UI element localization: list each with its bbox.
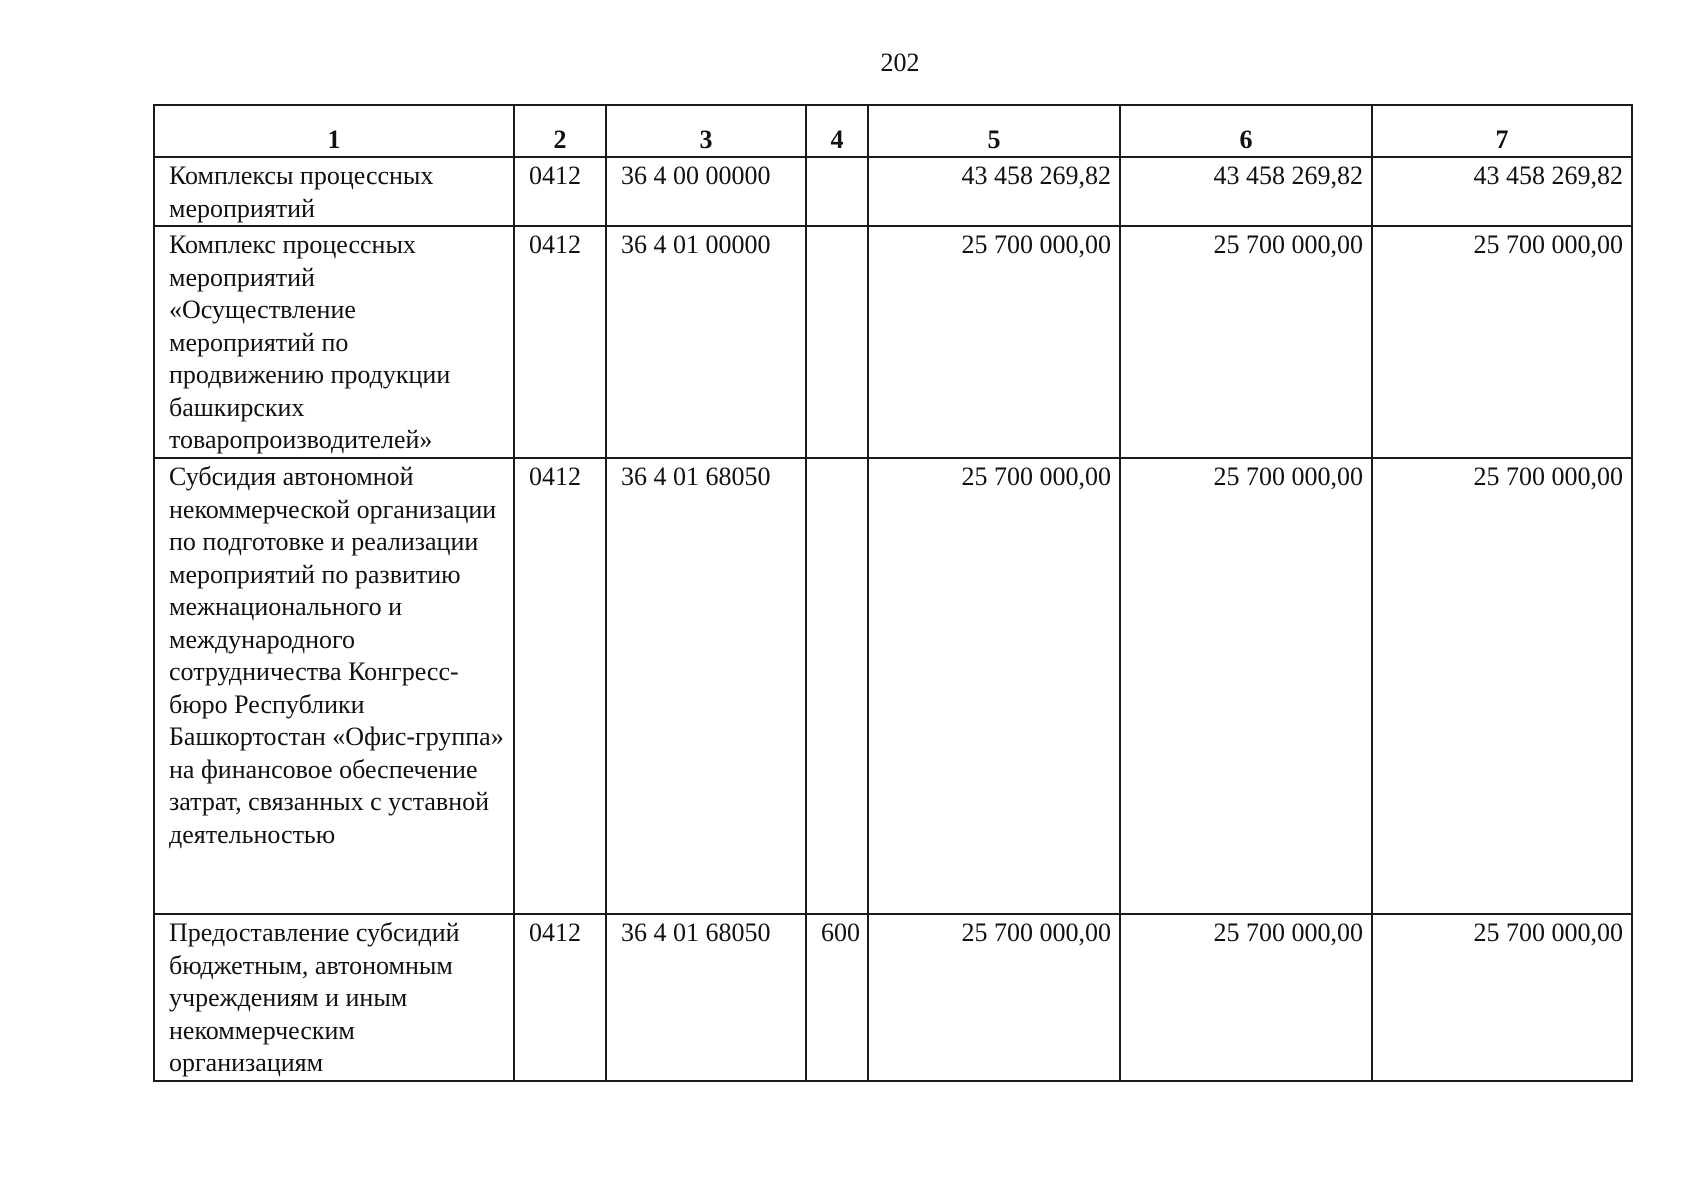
row-name: Предоставление субсидий бюджетным, автономным учреждениям и иным некоммерческим организациям	[154, 914, 514, 1081]
budget-table	[153, 104, 1633, 1082]
header-col-3: 3	[606, 105, 806, 157]
row-amount-3: 25 700 000,00	[1372, 226, 1632, 458]
row-section: 0412	[514, 458, 606, 914]
row-expense-type	[806, 458, 868, 914]
row-amount-1: 25 700 000,00	[868, 226, 1120, 458]
row-section: 0412	[514, 914, 606, 1081]
table-row	[154, 458, 1632, 914]
row-amount-1: 25 700 000,00	[868, 914, 1120, 1081]
header-col-6: 6	[1120, 105, 1372, 157]
table-row	[154, 157, 1632, 226]
header-col-5: 5	[868, 105, 1120, 157]
row-amount-2: 25 700 000,00	[1120, 226, 1372, 458]
header-row	[154, 105, 1632, 157]
row-amount-1: 43 458 269,82	[868, 157, 1120, 226]
row-target: 36 4 01 00000	[606, 226, 806, 458]
row-section: 0412	[514, 157, 606, 226]
row-expense-type	[806, 157, 868, 226]
row-amount-2: 25 700 000,00	[1120, 458, 1372, 914]
table-row	[154, 226, 1632, 458]
row-target: 36 4 01 68050	[606, 458, 806, 914]
header-col-7: 7	[1372, 105, 1632, 157]
row-section: 0412	[514, 226, 606, 458]
header-col-2: 2	[514, 105, 606, 157]
table-row	[154, 914, 1632, 1081]
row-amount-2: 25 700 000,00	[1120, 914, 1372, 1081]
row-amount-1: 25 700 000,00	[868, 458, 1120, 914]
row-name: Субсидия автономной некоммерческой организации по подготовке и реализации мероприятий по развитию межнационального и международного сотрудничества Конгресс-бюро Республики Башкортостан «Офис-группа» на финансовое обеспечение затрат, связанных с уставной деятельностью	[154, 458, 514, 914]
row-amount-2: 43 458 269,82	[1120, 157, 1372, 226]
row-amount-3: 25 700 000,00	[1372, 458, 1632, 914]
header-col-1: 1	[154, 105, 514, 157]
header-col-4: 4	[806, 105, 868, 157]
row-expense-type: 600	[806, 914, 868, 1081]
page-number: 202	[880, 48, 920, 77]
row-target: 36 4 01 68050	[606, 914, 806, 1081]
row-amount-3: 43 458 269,82	[1372, 157, 1632, 226]
row-name: Комплексы процессных мероприятий	[154, 157, 514, 226]
row-amount-3: 25 700 000,00	[1372, 914, 1632, 1081]
row-expense-type	[806, 226, 868, 458]
row-name: Комплекс процессных мероприятий «Осуществление мероприятий по продвижению продукции башкирских товаропроизводителей»	[154, 226, 514, 458]
row-target: 36 4 00 00000	[606, 157, 806, 226]
